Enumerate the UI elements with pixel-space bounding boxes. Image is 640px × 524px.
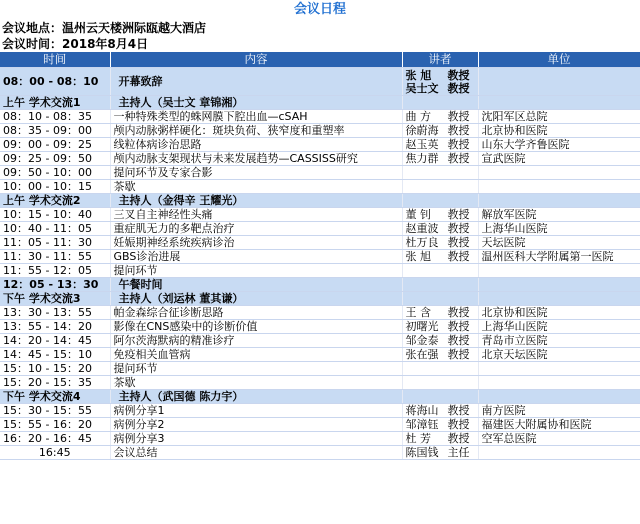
agenda-table xyxy=(0,52,640,460)
table-row xyxy=(0,222,640,236)
cell-time: 08：35 - 09：00 xyxy=(0,124,110,138)
cell-speaker xyxy=(402,264,478,278)
cell-time: 11：05 - 11：30 xyxy=(0,236,110,250)
cell-speaker xyxy=(402,110,478,124)
speaker-title: 教授 xyxy=(447,124,470,137)
cell-time: 15：30 - 15：55 xyxy=(0,404,110,418)
venue-line xyxy=(0,20,640,36)
cell-org: 福建医大附属协和医院 xyxy=(478,418,640,432)
speaker-title: 教授 xyxy=(447,250,470,263)
speaker-name: 王 含 xyxy=(405,306,431,319)
speaker-title: 教授 xyxy=(447,110,470,123)
speaker-entry xyxy=(406,404,475,417)
section-row xyxy=(0,68,640,96)
cell-org xyxy=(478,166,640,180)
speaker-title: 教授 xyxy=(447,404,470,417)
cell-content: 开幕致辞 xyxy=(110,68,402,96)
cell-time: 12：05 - 13：30 xyxy=(0,278,110,292)
speaker-title: 教授 xyxy=(447,138,470,151)
cell-speaker xyxy=(402,432,478,446)
speaker-entry xyxy=(406,320,475,333)
column-header-time: 时间 xyxy=(0,52,110,68)
cell-speaker xyxy=(402,138,478,152)
cell-content: 提问环节 xyxy=(110,362,402,376)
speaker-title: 教授 xyxy=(447,348,470,361)
cell-speaker xyxy=(402,348,478,362)
speaker-name: 张 旭 xyxy=(405,250,431,263)
cell-time: 10：00 - 10：15 xyxy=(0,180,110,194)
speaker-name: 蒋海山 xyxy=(405,404,439,417)
cell-content: 茶歇 xyxy=(110,180,402,194)
cell-speaker xyxy=(402,124,478,138)
speaker-title: 教授 xyxy=(447,306,470,319)
cell-speaker xyxy=(402,68,478,96)
cell-speaker xyxy=(402,334,478,348)
cell-content: 一种特殊类型的蛛网膜下腔出血—cSAH xyxy=(110,110,402,124)
cell-org: 解放军医院 xyxy=(478,208,640,222)
table-row xyxy=(0,418,640,432)
cell-content: 妊娠期神经系统疾病诊治 xyxy=(110,236,402,250)
table-row xyxy=(0,404,640,418)
date-line xyxy=(0,36,640,52)
cell-speaker xyxy=(402,250,478,264)
cell-speaker xyxy=(402,236,478,250)
cell-speaker xyxy=(402,404,478,418)
cell-content: 免疫相关血管病 xyxy=(110,348,402,362)
speaker-name: 曲 方 xyxy=(405,110,431,123)
speaker-name: 杜 芳 xyxy=(405,432,431,445)
cell-org xyxy=(478,362,640,376)
cell-org xyxy=(478,446,640,460)
cell-speaker xyxy=(402,390,478,404)
cell-time: 11：30 - 11：55 xyxy=(0,250,110,264)
cell-content: 阿尔茨海默病的精准诊疗 xyxy=(110,334,402,348)
cell-org: 山东大学齐鲁医院 xyxy=(478,138,640,152)
speaker-name: 焦力群 xyxy=(405,152,439,165)
cell-speaker xyxy=(402,222,478,236)
column-header-speaker: 讲者 xyxy=(402,52,478,68)
speaker-title: 教授 xyxy=(447,222,470,235)
cell-time: 16:45 xyxy=(0,446,110,460)
cell-time: 14：45 - 15：10 xyxy=(0,348,110,362)
speaker-name: 陈国钱 xyxy=(405,446,439,459)
speaker-entry xyxy=(406,208,475,221)
speaker-name: 赵玉英 xyxy=(405,138,439,151)
table-row xyxy=(0,180,640,194)
cell-org xyxy=(478,376,640,390)
cell-speaker xyxy=(402,278,478,292)
table-row xyxy=(0,320,640,334)
speaker-entry xyxy=(406,250,475,263)
venue-value: 温州云天楼洲际瓯越大酒店 xyxy=(62,21,207,35)
cell-speaker xyxy=(402,362,478,376)
speaker-entry xyxy=(406,138,475,151)
speaker-entry xyxy=(406,222,475,235)
cell-content: 会议总结 xyxy=(110,446,402,460)
page-title: 会议日程 xyxy=(293,2,346,17)
cell-time: 下午 学术交流4 xyxy=(0,390,110,404)
cell-content: 午餐时间 xyxy=(110,278,402,292)
speaker-name: 邹金泰 xyxy=(405,334,439,347)
speaker-name: 张在强 xyxy=(405,348,439,361)
date-label: 会议时间： xyxy=(2,37,63,51)
cell-content: 提问环节 xyxy=(110,264,402,278)
speaker-name: 初曙光 xyxy=(405,320,439,333)
section-row xyxy=(0,96,640,110)
speaker-entry xyxy=(406,110,475,123)
speaker-name: 吴士文 xyxy=(405,81,439,95)
cell-speaker xyxy=(402,292,478,306)
speaker-entry xyxy=(406,236,475,249)
cell-content: 主持人（刘运林 董其谦） xyxy=(110,292,402,306)
column-header-content: 内容 xyxy=(110,52,402,68)
table-row xyxy=(0,376,640,390)
cell-time: 上午 学术交流1 xyxy=(0,96,110,110)
cell-speaker xyxy=(402,446,478,460)
table-header-row xyxy=(0,52,640,68)
cell-org xyxy=(478,278,640,292)
cell-org: 宣武医院 xyxy=(478,152,640,166)
cell-time: 10：15 - 10：40 xyxy=(0,208,110,222)
speaker-title: 教授 xyxy=(447,81,470,95)
speaker-entry xyxy=(406,418,475,431)
cell-org xyxy=(478,292,640,306)
cell-time: 上午 学术交流2 xyxy=(0,194,110,208)
speaker-entry xyxy=(406,124,475,137)
speaker-name: 董 钊 xyxy=(405,208,431,221)
table-row xyxy=(0,264,640,278)
cell-org: 上海华山医院 xyxy=(478,320,640,334)
cell-speaker xyxy=(402,180,478,194)
speaker-title: 教授 xyxy=(447,320,470,333)
speaker-entry xyxy=(406,82,475,95)
speaker-name: 赵重波 xyxy=(405,222,439,235)
cell-org: 上海华山医院 xyxy=(478,222,640,236)
cell-speaker xyxy=(402,306,478,320)
speaker-name: 徐蔚海 xyxy=(405,124,439,137)
cell-time: 09：00 - 09：25 xyxy=(0,138,110,152)
table-row xyxy=(0,110,640,124)
cell-org: 天坛医院 xyxy=(478,236,640,250)
table-row xyxy=(0,432,640,446)
speaker-name: 张 旭 xyxy=(405,68,432,82)
cell-time: 13：55 - 14：20 xyxy=(0,320,110,334)
cell-org: 北京协和医院 xyxy=(478,124,640,138)
cell-time: 10：40 - 11：05 xyxy=(0,222,110,236)
cell-content: 三叉自主神经性头痛 xyxy=(110,208,402,222)
cell-time: 08：00 - 08：10 xyxy=(0,68,110,96)
cell-time: 16：20 - 16：45 xyxy=(0,432,110,446)
table-row xyxy=(0,362,640,376)
cell-content: 病例分享2 xyxy=(110,418,402,432)
speaker-title: 教授 xyxy=(447,68,470,82)
column-header-org: 单位 xyxy=(478,52,640,68)
venue-label: 会议地点： xyxy=(2,21,63,35)
speaker-title: 教授 xyxy=(447,334,470,347)
cell-org xyxy=(478,96,640,110)
speaker-entry xyxy=(406,306,475,319)
cell-content: GBS诊治进展 xyxy=(110,250,402,264)
cell-org: 温州医科大学附属第一医院 xyxy=(478,250,640,264)
table-row xyxy=(0,152,640,166)
date-value: 2018年8月4日 xyxy=(62,37,149,51)
speaker-entry xyxy=(406,152,475,165)
speaker-title: 教授 xyxy=(447,432,470,445)
cell-time: 下午 学术交流3 xyxy=(0,292,110,306)
table-row xyxy=(0,208,640,222)
cell-content: 影像在CNS感染中的诊断价值 xyxy=(110,320,402,334)
cell-org xyxy=(478,180,640,194)
table-row xyxy=(0,124,640,138)
cell-content: 线粒体病诊治思路 xyxy=(110,138,402,152)
table-row xyxy=(0,306,640,320)
cell-speaker xyxy=(402,152,478,166)
cell-time: 15：20 - 15：35 xyxy=(0,376,110,390)
cell-org: 空军总医院 xyxy=(478,432,640,446)
speaker-title: 教授 xyxy=(447,236,470,249)
agenda-body xyxy=(0,68,640,460)
cell-time: 14：20 - 14：45 xyxy=(0,334,110,348)
cell-time: 09：50 - 10：00 xyxy=(0,166,110,180)
cell-speaker xyxy=(402,320,478,334)
cell-speaker xyxy=(402,166,478,180)
table-row xyxy=(0,446,640,460)
cell-time: 11：55 - 12：05 xyxy=(0,264,110,278)
cell-time: 09：25 - 09：50 xyxy=(0,152,110,166)
cell-content: 帕金森综合征诊断思路 xyxy=(110,306,402,320)
cell-speaker xyxy=(402,376,478,390)
cell-time: 15：55 - 16：20 xyxy=(0,418,110,432)
cell-content: 颅内动脉支架现状与未来发展趋势—CASSISS研究 xyxy=(110,152,402,166)
cell-content: 提问环节及专家合影 xyxy=(110,166,402,180)
cell-org: 北京协和医院 xyxy=(478,306,640,320)
cell-content: 病例分享3 xyxy=(110,432,402,446)
section-row xyxy=(0,292,640,306)
cell-speaker xyxy=(402,194,478,208)
cell-time: 13：30 - 13：55 xyxy=(0,306,110,320)
cell-org xyxy=(478,390,640,404)
cell-speaker xyxy=(402,418,478,432)
section-row xyxy=(0,194,640,208)
table-row xyxy=(0,334,640,348)
section-row xyxy=(0,278,640,292)
speaker-title: 主任 xyxy=(447,446,470,459)
table-row xyxy=(0,348,640,362)
cell-org xyxy=(478,68,640,96)
cell-speaker xyxy=(402,208,478,222)
cell-content: 重症肌无力的多靶点治疗 xyxy=(110,222,402,236)
cell-content: 主持人（吴士文 章锦湘） xyxy=(110,96,402,110)
cell-time: 15：10 - 15：20 xyxy=(0,362,110,376)
cell-org: 北京天坛医院 xyxy=(478,348,640,362)
speaker-entry xyxy=(406,334,475,347)
speaker-title: 教授 xyxy=(447,152,470,165)
cell-content: 颅内动脉粥样硬化：斑块负荷、狭窄度和重塑率 xyxy=(110,124,402,138)
cell-org: 南方医院 xyxy=(478,404,640,418)
section-row xyxy=(0,390,640,404)
cell-org xyxy=(478,194,640,208)
speaker-name: 邹漳钰 xyxy=(405,418,439,431)
table-row xyxy=(0,250,640,264)
speaker-title: 教授 xyxy=(447,208,470,221)
speaker-title: 教授 xyxy=(447,418,470,431)
cell-content: 主持人（金得辛 王耀光） xyxy=(110,194,402,208)
cell-speaker xyxy=(402,96,478,110)
cell-time: 08：10 - 08：35 xyxy=(0,110,110,124)
cell-org: 青岛市立医院 xyxy=(478,334,640,348)
speaker-entry xyxy=(406,432,475,445)
cell-content: 主持人（武国德 陈力宇） xyxy=(110,390,402,404)
speaker-name: 杜万良 xyxy=(405,236,439,249)
cell-content: 茶歇 xyxy=(110,376,402,390)
table-row xyxy=(0,138,640,152)
table-row xyxy=(0,166,640,180)
cell-content: 病例分享1 xyxy=(110,404,402,418)
speaker-entry xyxy=(406,348,475,361)
table-row xyxy=(0,236,640,250)
speaker-entry xyxy=(406,69,475,82)
speaker-entry xyxy=(406,446,475,459)
cell-org xyxy=(478,264,640,278)
cell-org: 沈阳军区总院 xyxy=(478,110,640,124)
